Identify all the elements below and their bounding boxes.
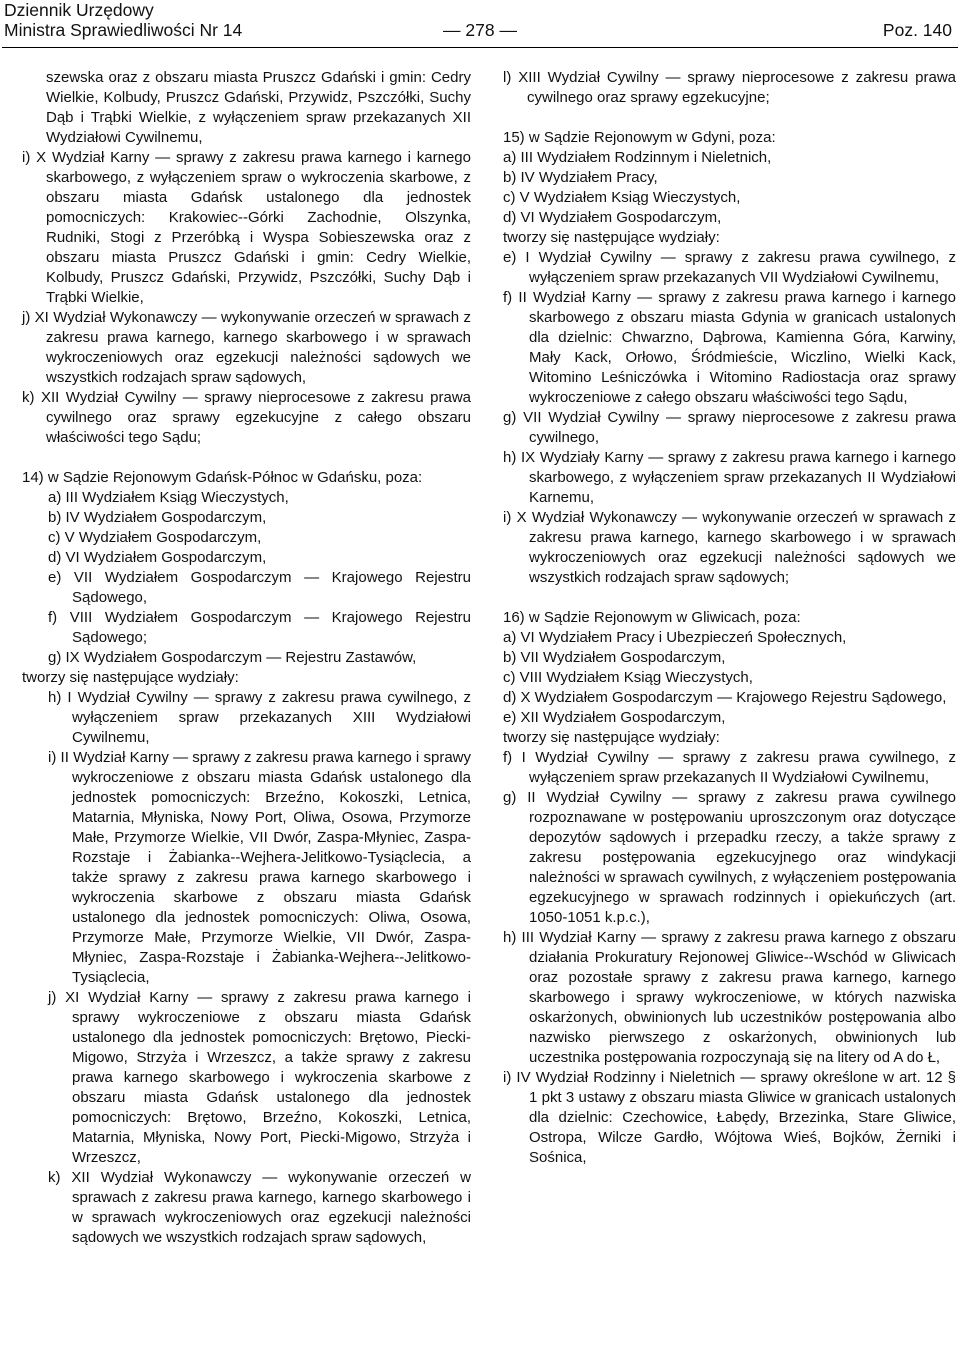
- paragraph: i) X Wydział Wykonawczy — wykonywanie orzeczeń w sprawach z zakresu prawa karnego, karnego skarbowego i w sprawach wykroczeniowych oraz egzekucji należności sądowych we wszystkich rodzajach spraw sądowych;: [503, 509, 956, 586]
- paragraph: tworzy się następujące wydziały:: [503, 229, 720, 246]
- left-column: [22, 68, 471, 1248]
- paragraph: k) XII Wydział Wykonawczy — wykonywanie orzeczeń w sprawach z zakresu prawa karnego, karnego skarbowego i w sprawach wykroczeniowych oraz egzekucji należności sądowych we wszystkich rodzajach spraw sądowych,: [48, 1169, 471, 1246]
- position-number: Poz. 140: [882, 20, 952, 40]
- paragraph: l) XIII Wydział Cywilny — sprawy nieprocesowe z zakresu prawa cywilnego oraz sprawy egzekucyjne;: [503, 69, 956, 106]
- page-header: [0, 0, 960, 48]
- right-column: [503, 68, 956, 1168]
- paragraph: b) VII Wydziałem Gospodarczym,: [503, 649, 726, 666]
- paragraph: h) IX Wydziały Karny — sprawy z zakresu prawa karnego i karnego skarbowego, z wyłączeniem spraw przekazanych II Wydziałowi Karnemu,: [503, 449, 956, 506]
- paragraph: j) XI Wydział Karny — sprawy z zakresu prawa karnego i sprawy wykroczeniowe z obszaru miasta Gdańsk ustalonego dla jednostek pomocniczych: Brętowo, Piecki-Migowo, Strzyża i Wrzeszcz, a także sprawy z zakresu prawa karnego skarbowego i wykroczenia skarbowe z obszaru miasta Gdańsk ustalonego dla jednostek pomocniczych: Brętowo, Brzeźno, Kokoszki, Letnica, Matarnia, Młyniska, Nowy Port, Piecki-Migowo, Strzyża i Wrzeszcz,: [48, 989, 471, 1166]
- page-number: — 278 —: [443, 20, 517, 40]
- paragraph: k) XII Wydział Cywilny — sprawy nieprocesowe z zakresu prawa cywilnego oraz sprawy egzekucyjne z całego obszaru właściwości tego Sądu;: [22, 389, 471, 446]
- paragraph: d) VI Wydziałem Gospodarczym,: [503, 209, 722, 226]
- paragraph: j) XI Wydział Wykonawczy — wykonywanie orzeczeń w sprawach z zakresu prawa karnego, karnego skarbowego i w sprawach wykroczeniowych oraz egzekucji należności sądowych we wszystkich rodzajach spraw sądowych,: [22, 309, 471, 386]
- paragraph: c) V Wydziałem Ksiąg Wieczystych,: [503, 189, 741, 206]
- header-rule: [2, 47, 958, 48]
- paragraph: i) IV Wydział Rodzinny i Nieletnich — sprawy określone w art. 12 § 1 pkt 3 ustawy z obszaru miasta Gliwice w granicach ustalonych dla dzielnic: Czechowice, Łabędy, Brzezinka, Stare Gliwice, Ostropa, Wilcze Gardło, Wójtowa Wieś, Bojków, Żerniki i Sośnica,: [503, 1069, 956, 1166]
- paragraph: tworzy się następujące wydziały:: [22, 669, 239, 686]
- paragraph: 15) w Sądzie Rejonowym w Gdyni, poza:: [503, 129, 776, 146]
- paragraph: 16) w Sądzie Rejonowym w Gliwicach, poza:: [503, 609, 801, 626]
- paragraph: f) II Wydział Karny — sprawy z zakresu prawa karnego i karnego skarbowego z obszaru miasta Gdynia w granicach ustalonych dla dzielnic: Chwarzno, Dąbrowa, Kamienna Góra, Karwiny, Mały Kack, Orłowo, Śródmieście, Wiczlino, Wielki Kack, Witomino Leśniczówka i Witomino Radiostacja oraz sprawy wykroczeniowe z całego obszaru właściwości tego Sądu,: [503, 289, 956, 406]
- paragraph: tworzy się następujące wydziały:: [503, 729, 720, 746]
- paragraph: e) I Wydział Cywilny — sprawy z zakresu prawa cywilnego, z wyłączeniem spraw przekazanych VII Wydziałowi Cywilnemu,: [503, 249, 956, 286]
- paragraph: g) VII Wydział Cywilny — sprawy nieprocesowe z zakresu prawa cywilnego,: [503, 409, 956, 446]
- paragraph: c) VIII Wydziałem Ksiąg Wieczystych,: [503, 669, 753, 686]
- journal-title: Dziennik Urzędowy: [4, 0, 154, 20]
- paragraph: d) VI Wydziałem Gospodarczym,: [48, 549, 267, 566]
- paragraph: h) I Wydział Cywilny — sprawy z zakresu prawa cywilnego, z wyłączeniem spraw przekazanych XIII Wydziałowi Cywilnemu,: [48, 689, 471, 746]
- paragraph: e) VII Wydziałem Gospodarczym — Krajowego Rejestru Sądowego,: [48, 569, 471, 606]
- paragraph: d) X Wydziałem Gospodarczym — Krajowego Rejestru Sądowego,: [503, 689, 947, 706]
- paragraph: f) VIII Wydziałem Gospodarczym — Krajowego Rejestru Sądowego;: [48, 609, 471, 646]
- journal-subtitle: Ministra Sprawiedliwości Nr 14: [4, 20, 243, 40]
- paragraph: szewska oraz z obszaru miasta Pruszcz Gdański i gmin: Cedry Wielkie, Kolbudy, Pruszcz Gdański, Przywidz, Pszczółki, Suchy Dąb i Trąbki Wielkie, z wyłączeniem spraw przekazanych XII Wydziałowi Cywilnemu,: [46, 69, 471, 146]
- paragraph: a) III Wydziałem Rodzinnym i Nieletnich,: [503, 149, 772, 166]
- paragraph: b) IV Wydziałem Pracy,: [503, 169, 658, 186]
- paragraph: h) III Wydział Karny — sprawy z zakresu prawa karnego z obszaru działania Prokuratury Rejonowej Gliwice--Wschód w Gliwicach oraz pozostałe sprawy z zakresu prawa karnego, karnego skarbowego i sprawy wykroczeniowe, w których nazwiska oskarżonych, obwinionych lub uczestników postępowania albo nazwisko pierwszego z oskarżonych, obwinionych lub uczestnika postępowania rozpoczynają się na litery od A do Ł,: [503, 929, 956, 1066]
- paragraph: i) X Wydział Karny — sprawy z zakresu prawa karnego i karnego skarbowego, z wyłączeniem spraw o wykroczenia skarbowe, z obszaru miasta Gdańsk ustalonego dla jednostek pomocniczych: Krakowiec--Górki Zachodnie, Olszynka, Rudniki, Stogi z Przeróbką i Wyspa Sobieszewska oraz z obszaru miasta Pruszcz Gdański i gmin: Cedry Wielkie, Kolbudy, Pruszcz Gdański, Przywidz, Pszczółki, Suchy Dąb i Trąbki Wielkie,: [22, 149, 471, 306]
- paragraph: i) II Wydział Karny — sprawy z zakresu prawa karnego i sprawy wykroczeniowe z obszaru miasta Gdańsk ustalonego dla jednostek pomocniczych: Brzeźno, Kokoszki, Letnica, Matarnia, Młyniska, Nowy Port, Oliwa, Osowa, Przymorze Małe, Przymorze Wielkie, VII Dwór, Zaspa-Młyniec, Zaspa-Rozstaje i Żabianka--Wejhera-Jelitkowo-Tysiąclecia, a także sprawy z zakresu prawa karnego skarbowego i wykroczenia skarbowe z obszaru miasta Gdańsk ustalonego dla jednostek pomocniczych: Oliwa, Osowa, Przymorze Małe, Przymorze Wielkie, VII Dwór, Zaspa-Młyniec, Zaspa-Rozstaje i Żabianka-Wejhera--Jelitkowo-Tysiąclecia,: [48, 749, 471, 986]
- paragraph: a) III Wydziałem Ksiąg Wieczystych,: [48, 489, 289, 506]
- paragraph: f) I Wydział Cywilny — sprawy z zakresu prawa cywilnego, z wyłączeniem spraw przekazanych II Wydziałowi Cywilnemu,: [503, 749, 956, 786]
- paragraph: b) IV Wydziałem Gospodarczym,: [48, 509, 267, 526]
- paragraph: 14) w Sądzie Rejonowym Gdańsk-Północ w Gdańsku, poza:: [22, 469, 423, 486]
- paragraph: g) IX Wydziałem Gospodarczym — Rejestru Zastawów,: [48, 649, 417, 666]
- paragraph: c) V Wydziałem Gospodarczym,: [48, 529, 262, 546]
- paragraph: e) XII Wydziałem Gospodarczym,: [503, 709, 726, 726]
- paragraph: g) II Wydział Cywilny — sprawy z zakresu prawa cywilnego rozpoznawane w postępowaniu uproszczonym oraz dotyczące depozytów sądowych i przepadku rzeczy, a także sprawy z zakresu postępowania egzekucyjnego oraz windykacji należności w sprawach cywilnych, z wyłączeniem postępowania egzekucyjnego w sprawach rodzinnych i opiekuńczych (art. 1050-1051 k.p.c.),: [503, 789, 956, 926]
- paragraph: a) VI Wydziałem Pracy i Ubezpieczeń Społecznych,: [503, 629, 847, 646]
